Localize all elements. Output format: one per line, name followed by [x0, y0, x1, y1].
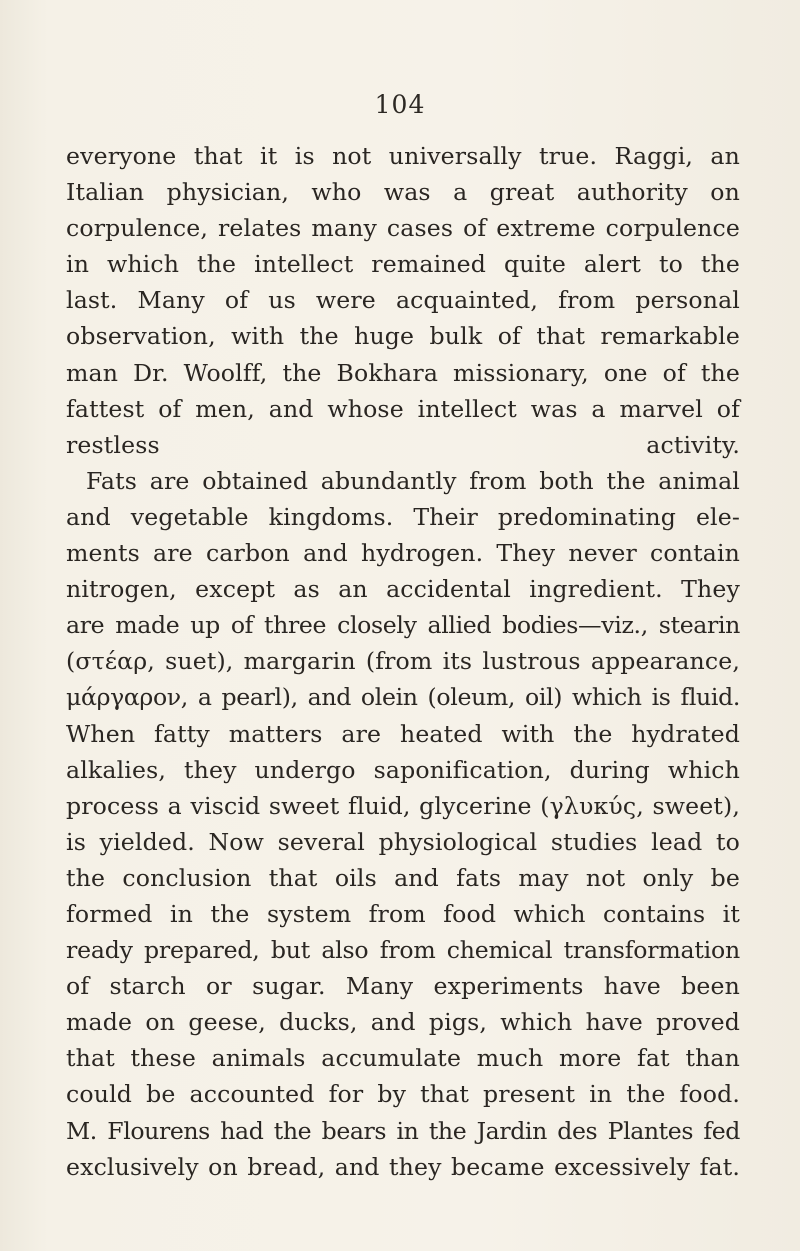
body-text: [66, 138, 740, 1185]
text-line: ments are carbon and hydrogen. They never contain: [66, 539, 740, 568]
text-line: that these animals accumulate much more fat than: [66, 1044, 740, 1073]
text-line: the conclusion that oils and fats may not only be: [66, 863, 740, 892]
paragraph-end-line: restless activity.: [66, 430, 740, 459]
text-line: alkalies, they undergo saponification, during which: [66, 755, 740, 784]
text-line: fattest of men, and whose intellect was a marvel of: [66, 394, 740, 423]
text-line: When fatty matters are heated with the hydrated: [66, 719, 740, 748]
text-line: process a viscid sweet fluid, glycerine (γλυκύς, sweet),: [66, 791, 740, 820]
text-line: in which the intellect remained quite alert to the: [66, 250, 740, 279]
text-line: everyone that it is not universally true. Raggi, an: [66, 142, 740, 170]
text-line: ready prepared, but also from chemical transformation: [66, 936, 740, 965]
text-line: Italian physician, who was a great authority on: [66, 178, 740, 207]
text-line: of starch or sugar. Many experiments have been: [66, 972, 740, 1001]
text-line: M. Flourens had the bears in the Jardin des Plantes fed: [66, 1116, 740, 1145]
text-line: man Dr. Woolff, the Bokhara missionary, one of the: [66, 358, 740, 387]
text-line: and vegetable kingdoms. Their predominating ele-: [66, 502, 740, 531]
text-line: last. Many of us were acquainted, from personal: [66, 286, 740, 315]
page-number: 104: [374, 90, 426, 119]
text-line: are made up of three closely allied bodies—viz., stearin: [66, 611, 740, 640]
text-line: corpulence, relates many cases of extreme corpulence: [66, 214, 740, 243]
text-line: observation, with the huge bulk of that remarkable: [66, 322, 740, 351]
text-line: could be accounted for by that present in the food.: [66, 1080, 740, 1109]
text-line: made on geese, ducks, and pigs, which have proved: [66, 1008, 740, 1037]
text-line: formed in the system from food which contains it: [66, 899, 740, 928]
text-line: nitrogen, except as an accidental ingredient. They: [66, 575, 740, 604]
text-line: (στέαρ, suet), margarin (from its lustrous appearance,: [66, 647, 740, 676]
text-line: exclusively on bread, and they became excessively fat.: [66, 1152, 740, 1181]
paragraph-start-line: Fats are obtained abundantly from both the animal: [86, 466, 740, 495]
text-line: is yielded. Now several physiological studies lead to: [66, 827, 740, 856]
text-line: μάργαρον, a pearl), and olein (oleum, oil) which is fluid.: [66, 683, 740, 712]
